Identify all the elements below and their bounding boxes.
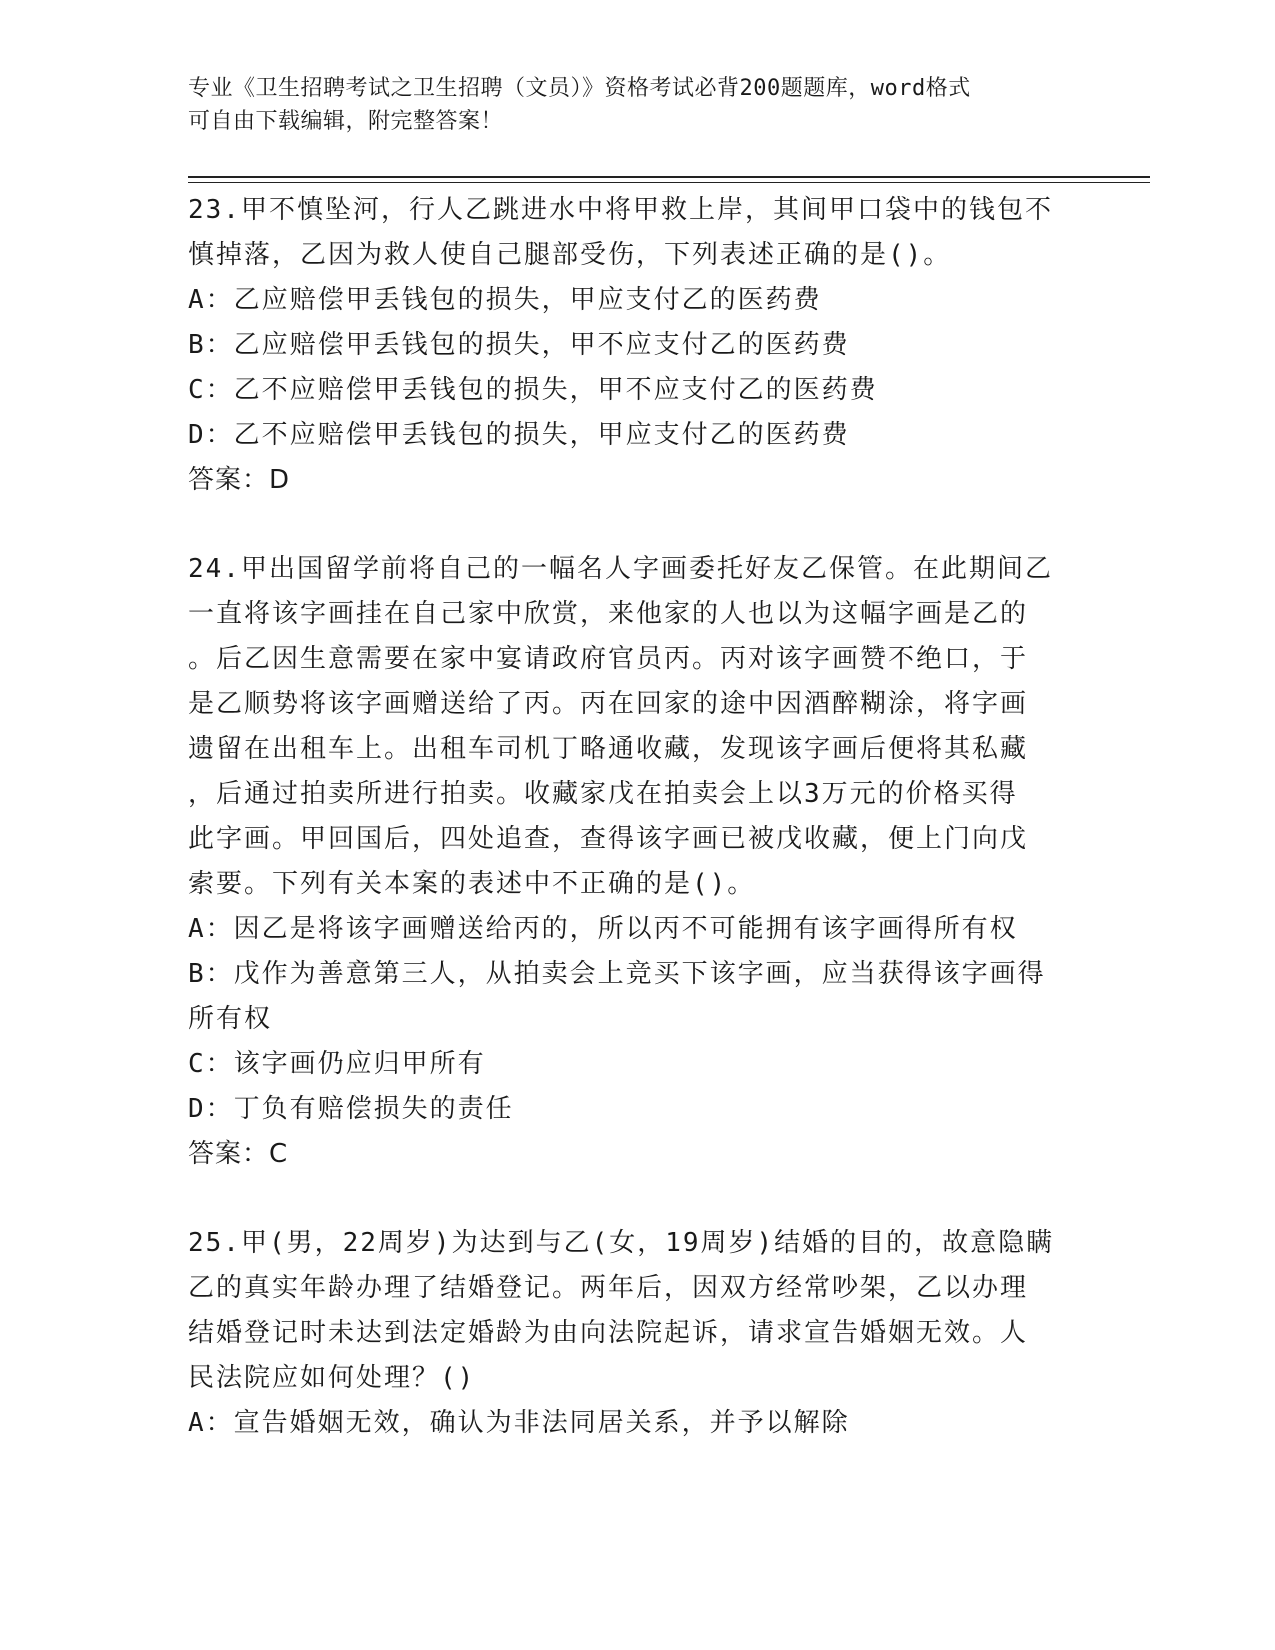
- option-a: A：因乙是将该字画赠送给丙的，所以丙不可能拥有该字画得所有权: [188, 914, 1018, 944]
- question-stem-line: 结婚登记时未达到法定婚龄为由向法院起诉，请求宣告婚姻无效。人: [188, 1318, 1029, 1348]
- answer-line: 答案：D: [188, 465, 291, 495]
- question-stem-line: 民法院应如何处理？(): [188, 1363, 476, 1393]
- option-c: C：乙不应赔偿甲丢钱包的损失，甲不应支付乙的医药费: [188, 375, 878, 405]
- header-line-2: 可自由下载编辑，附完整答案！: [188, 109, 504, 134]
- question-stem-line: 24.甲出国留学前将自己的一幅名人字画委托好友乙保管。在此期间乙: [188, 554, 1053, 584]
- option-b: B：乙应赔偿甲丢钱包的损失，甲不应支付乙的医药费: [188, 330, 850, 360]
- header-divider-thick: [188, 176, 1150, 178]
- option-a: A：宣告婚姻无效，确认为非法同居关系，并予以解除: [188, 1408, 850, 1438]
- question-stem-line: 是乙顺势将该字画赠送给了丙。丙在回家的途中因酒醉糊涂，将字画: [188, 689, 1029, 719]
- question-stem-line: 一直将该字画挂在自己家中欣赏，来他家的人也以为这幅字画是乙的: [188, 599, 1029, 629]
- question-list: [188, 188, 1088, 1490]
- question-stem-line: 索要。下列有关本案的表述中不正确的是()。: [188, 869, 756, 899]
- question-24: [188, 547, 1088, 1177]
- question-stem-line: 此字画。甲回国后，四处追查，查得该字画已被戊收藏，便上门向戊: [188, 824, 1029, 854]
- option-a: A：乙应赔偿甲丢钱包的损失，甲应支付乙的医药费: [188, 285, 822, 315]
- option-b-continued: 所有权: [188, 1004, 273, 1034]
- question-stem-line: 25.甲(男，22周岁)为达到与乙(女，19周岁)结婚的目的，故意隐瞒: [188, 1228, 1055, 1258]
- option-c: C：该字画仍应归甲所有: [188, 1049, 486, 1079]
- question-25: [188, 1221, 1088, 1446]
- question-stem-line: 乙的真实年龄办理了结婚登记。两年后，因双方经常吵架，乙以办理: [188, 1273, 1029, 1303]
- option-d: D：乙不应赔偿甲丢钱包的损失，甲应支付乙的医药费: [188, 420, 850, 450]
- option-d: D：丁负有赔偿损失的责任: [188, 1094, 514, 1124]
- question-stem-line: 慎掉落，乙因为救人使自己腿部受伤，下列表述正确的是()。: [188, 240, 952, 270]
- question-stem-line: 遗留在出租车上。出租车司机丁略通收藏，发现该字画后便将其私藏: [188, 734, 1029, 764]
- header-line-1: 专业《卫生招聘考试之卫生招聘（文员）》资格考试必背200题题库，word格式: [188, 76, 971, 101]
- question-stem-line: 。后乙因生意需要在家中宴请政府官员丙。丙对该字画赞不绝口，于: [188, 644, 1029, 674]
- question-stem-line: 23.甲不慎坠河，行人乙跳进水中将甲救上岸，其间甲口袋中的钱包不: [188, 195, 1053, 225]
- question-23: [188, 188, 1088, 503]
- option-b: B：戊作为善意第三人，从拍卖会上竞买下该字画，应当获得该字画得: [188, 959, 1046, 989]
- header-divider-thin: [188, 182, 1150, 183]
- document-header: [188, 72, 1068, 138]
- question-stem-line: ，后通过拍卖所进行拍卖。收藏家戊在拍卖会上以3万元的价格买得: [188, 779, 1018, 809]
- answer-line: 答案：C: [188, 1139, 289, 1169]
